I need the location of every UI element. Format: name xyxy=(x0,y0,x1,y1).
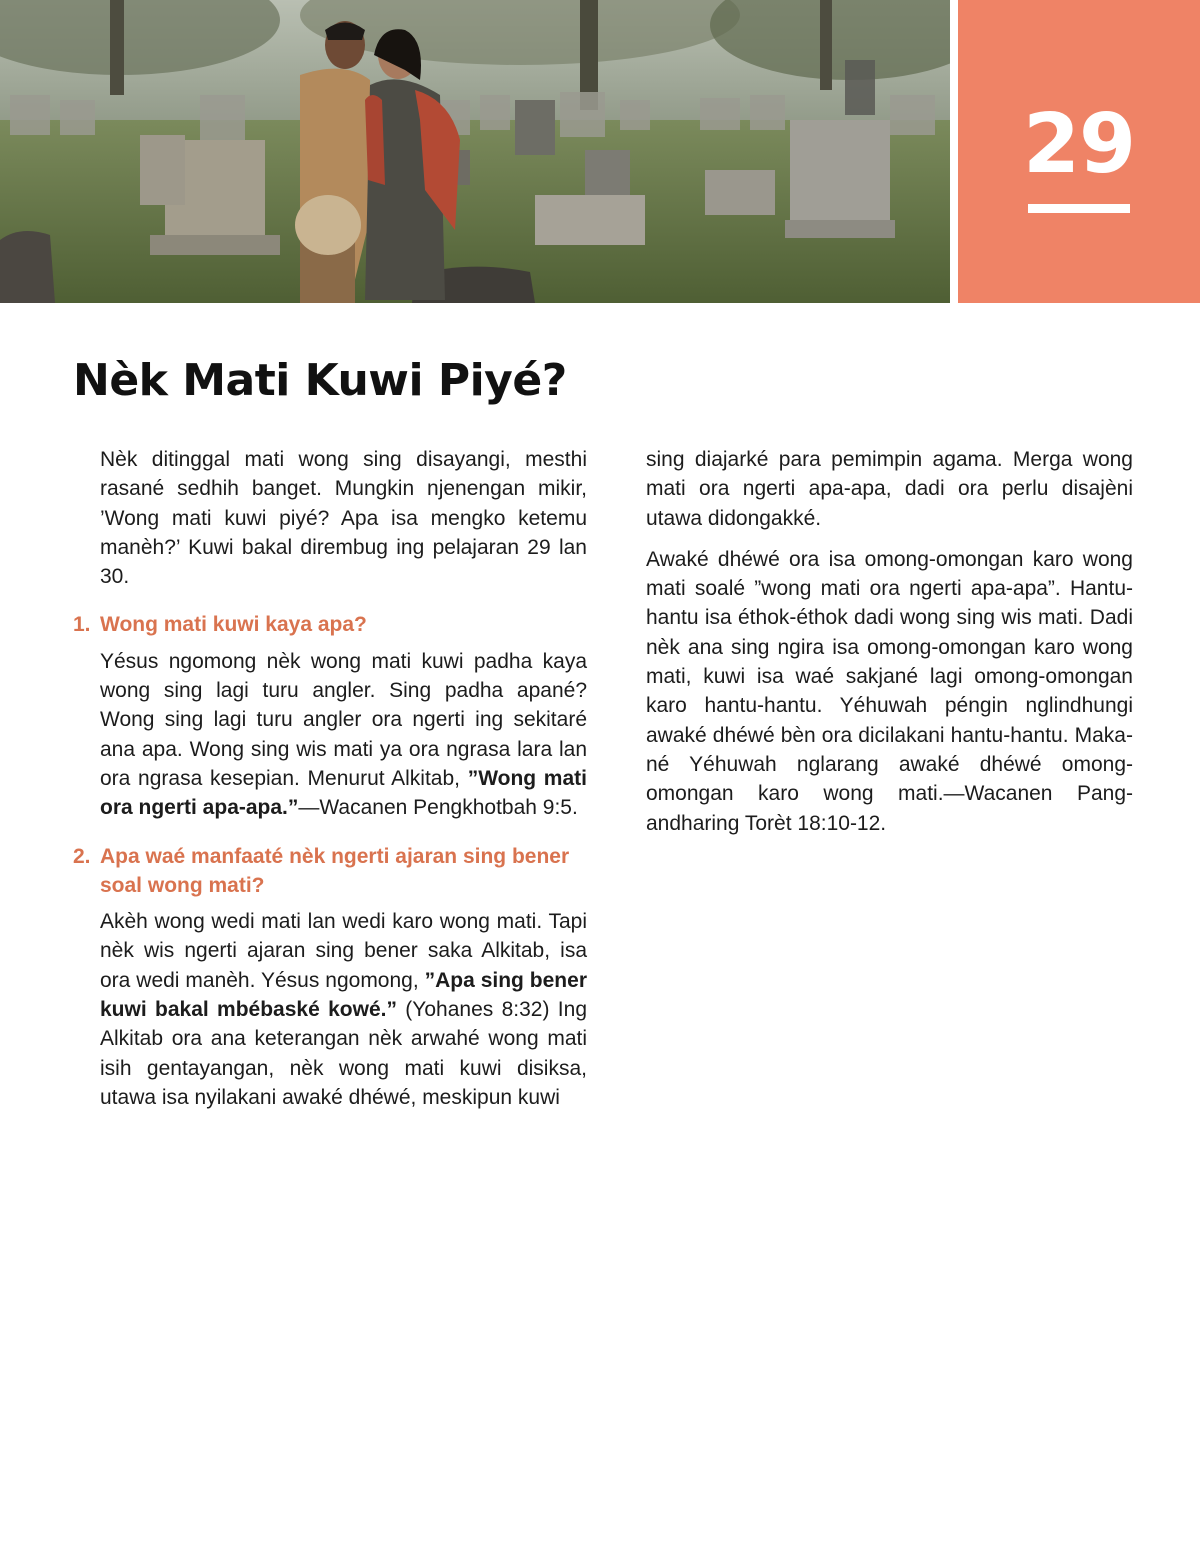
answer-text-continued: (Yohanes 8:32) Ing Alkitab ora ana keterangan nèk arwahé wong mati isih gentayangan, nèk wong mati kuwi disiksa, utawa isa nyilakani awaké dhéwé, meskipun kuwi xyxy=(100,998,587,1109)
answer-paragraph-1 xyxy=(73,647,587,823)
question-number: 2. xyxy=(73,844,91,868)
answer-paragraph-2-continued: sing diajarké para pemimpin agama. Merga wong mati ora ngerti apa-apa, dadi ora perlu disajèni utawa didongakké. xyxy=(646,448,1133,530)
question-text: Apa waé manfaaté nèk ngerti ajaran sing bener soal wong mati? xyxy=(100,844,570,897)
answer-paragraph-2 xyxy=(73,907,587,1112)
question-text: Wong mati kuwi kaya apa? xyxy=(100,613,367,637)
lesson-number-badge xyxy=(958,0,1200,303)
lesson-number: 29 xyxy=(1022,97,1136,192)
closing-paragraph: Awaké dhéwé ora isa omong-omongan karo wong mati soalé ”wong mati ora ngerti apa-apa”. Hantu-hantu isa éthok-éthok dadi wong sing wis mati. Dadi nèk ana sing ngira isa omong-omongan karo wong mati, kuwi isa waé sakjané lagi omong-omongan karo hantu-hantu. Yéhuwah péngin nglindhungi awaké dhéwé bèn ora dicilakani hantu-hantu. Makané Yéhuwah nglarang awaké dhéwé omong-omongan karo wong mati.—Wacanen Pangandharing Torèt 18:10-12. xyxy=(646,547,1133,835)
question-number: 1. xyxy=(73,613,91,637)
answer-text: Yésus ngomong nèk wong mati kuwi padha kaya wong sing lagi turu angler. Sing padha apané? Wong sing lagi turu angler ora ngerti ing sekitaré ana apa. Wong sing wis mati ya ora ngrasa lara lan ora ngrasa kesepian. Menurut Alkitab, xyxy=(100,649,587,790)
right-column xyxy=(646,445,1133,838)
answer-text: Akèh wong wedi mati lan wedi karo wong mati. Tapi nèk wis ngerti ajaran sing bener saka Alkitab, isa ora wedi manèh. Yésus ngomong, xyxy=(100,910,587,992)
bible-quote: ”Wong mati ora ngerti apa-apa.” xyxy=(100,766,587,820)
bible-quote: ”Apa sing bener kuwi bakal mbébaské kowé.” xyxy=(100,968,587,1022)
page-title: Nèk Mati Kuwi Piyé? xyxy=(73,355,567,406)
left-column xyxy=(73,445,587,1112)
intro-paragraph: Nèk ditinggal mati wong sing disayangi, mesthi rasané sedhih banget. Mungkin njenengan mikir, ’Wong mati kuwi piyé? Apa isa mengko ketemu manèh?’ Kuwi bakal dirembug ing pelajaran 29 lan 30. xyxy=(100,448,587,589)
question-heading-1 xyxy=(73,610,587,639)
scripture-reference: —Wacanen Pengkhotbah 9:5. xyxy=(298,796,578,820)
question-heading-2 xyxy=(73,842,587,901)
cemetery-photo xyxy=(0,0,950,303)
badge-divider xyxy=(1028,204,1130,213)
